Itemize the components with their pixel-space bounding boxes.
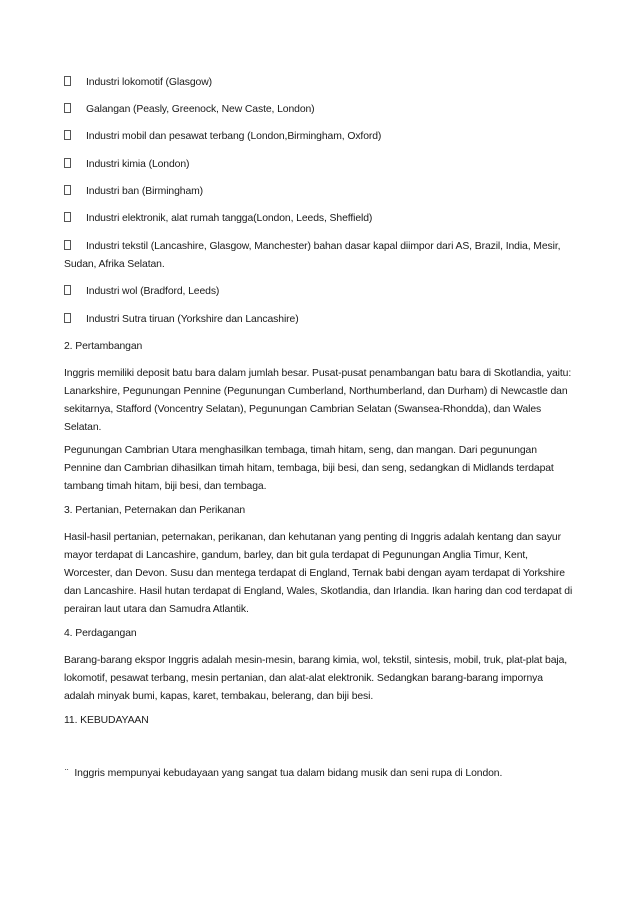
missing-glyph-icon bbox=[64, 76, 71, 86]
bullet-text: Industri Sutra tiruan (Yorkshire dan Lancashire) bbox=[86, 314, 299, 325]
bullet-text: Inggris mempunyai kebudayaan yang sangat tua dalam bidang musik dan seni rupa di London. bbox=[74, 768, 503, 779]
bullet-text: Industri mobil dan pesawat terbang (London,Birmingham, Oxford) bbox=[86, 131, 382, 142]
bullet-text: Industri ban (Birmingham) bbox=[86, 186, 204, 197]
bullet-item bbox=[64, 238, 576, 274]
missing-glyph-icon bbox=[64, 212, 71, 222]
missing-glyph-icon bbox=[64, 158, 71, 168]
bullet-marker: ¨ bbox=[65, 768, 69, 779]
bullet-text: Galangan (Peasly, Greenock, New Caste, London) bbox=[86, 104, 315, 115]
bullet-item bbox=[64, 283, 576, 301]
bullet-item bbox=[64, 128, 576, 146]
bullet-item bbox=[64, 765, 576, 783]
missing-glyph-icon bbox=[64, 185, 71, 195]
missing-glyph-icon bbox=[64, 240, 71, 250]
bullet-item bbox=[64, 183, 576, 201]
bullet-item bbox=[64, 156, 576, 174]
bullet-text: Industri elektronik, alat rumah tangga(London, Leeds, Sheffield) bbox=[86, 213, 373, 224]
section-heading: 3. Pertanian, Peternakan dan Perikanan bbox=[64, 505, 246, 516]
section-heading: 2. Pertambangan bbox=[64, 341, 143, 352]
bullet-text: Industri lokomotif (Glasgow) bbox=[86, 77, 212, 88]
bullet-item bbox=[64, 74, 576, 92]
missing-glyph-icon bbox=[64, 285, 71, 295]
bullet-text: Industri kimia (London) bbox=[86, 159, 190, 170]
missing-glyph-icon bbox=[64, 103, 71, 113]
bullet-text: Industri wol (Bradford, Leeds) bbox=[86, 286, 220, 297]
bullet-text: Industri tekstil (Lancashire, Glasgow, Manchester) bahan dasar kapal diimpor dari AS, Brazil, India, Mesir, Sudan, Afrika Selatan. bbox=[64, 241, 561, 270]
section-heading: 4. Perdagangan bbox=[64, 628, 137, 639]
missing-glyph-icon bbox=[64, 130, 71, 140]
paragraph: Hasil-hasil pertanian, peternakan, perikanan, dan kehutanan yang penting di Inggris adalah kentang dan sayur mayor terdapat di Lancashire, gandum, barley, dan bit gula terdapat di Pegunungan Anglia Timur, Kent, Worcester, dan Devon. Susu dan mentega terdapat di England, Ternak babi dengan ayam terdapat di Yorkshire dan Lancashire. Hasil hutan terdapat di England, Wales, Skotlandia, dan Irlandia. Ikan haring dan cod terdapat di perairan laut utara dan Samudra Atlantik. bbox=[64, 532, 573, 615]
paragraph: Pegunungan Cambrian Utara menghasilkan tembaga, timah hitam, seng, dan mangan. Dari pegunungan Pennine dan Cambrian dihasilkan timah hitam, tembaga, biji besi, dan seng, sedangkan di Midlands terdapat tambang timah hitam, biji besi, dan tembaga. bbox=[64, 445, 554, 492]
section-heading: 11. KEBUDAYAAN bbox=[64, 715, 149, 726]
bullet-item bbox=[64, 210, 576, 228]
missing-glyph-icon bbox=[64, 313, 71, 323]
paragraph: Inggris memiliki deposit batu bara dalam jumlah besar. Pusat-pusat penambangan batu bara di Skotlandia, yaitu: Lanarkshire, Pegunungan Pennine (Pegunungan Cumberland, Northumberland, dan Durham) di Newcastle dan sekitarnya, Stafford (Voncentry Selatan), Pegunungan Cambrian Selatan (Swansea-Rhondda), dan Wales Selatan. bbox=[64, 368, 572, 433]
bullet-item bbox=[64, 311, 576, 329]
paragraph: Barang-barang ekspor Inggris adalah mesin-mesin, barang kimia, wol, tekstil, sintesis, mobil, truk, plat-plat baja, lokomotif, pesawat terbang, mesin pertanian, dan alat-alat elektronik. Sedangkan barang-barang impornya adalah minyak bumi, kapas, karet, tembakau, belerang, dan biji besi. bbox=[64, 655, 568, 702]
bullet-item bbox=[64, 101, 576, 119]
